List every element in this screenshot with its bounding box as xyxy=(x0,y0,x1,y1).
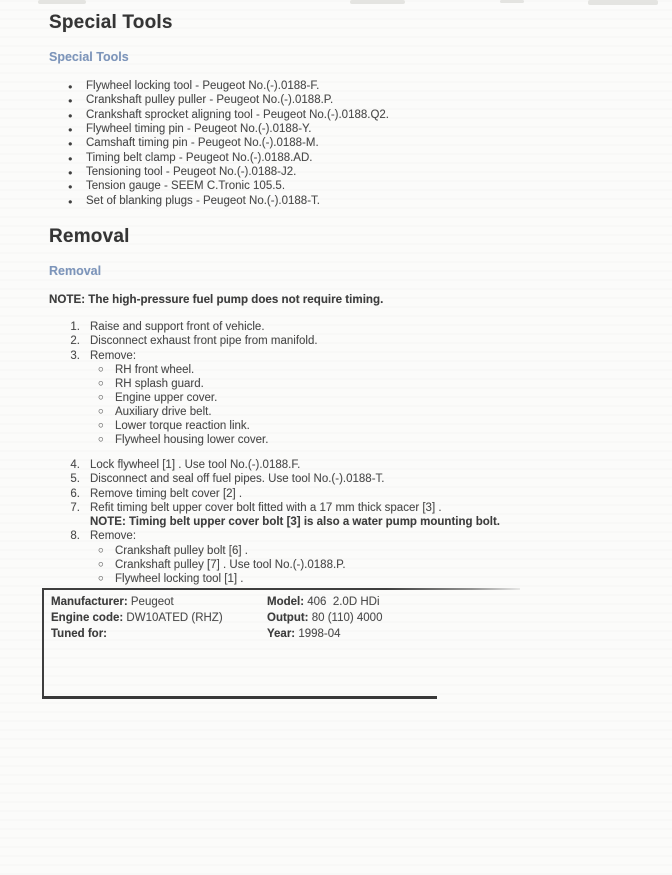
scan-smudge xyxy=(38,0,86,4)
step-row: 4. Lock flywheel [1] . Use tool No.(-).0188.F. xyxy=(70,459,301,471)
step-row: 8. Remove: xyxy=(70,530,137,543)
scan-smudge xyxy=(350,0,405,4)
step-row: 1. Raise and support front of vehicle. xyxy=(70,321,265,333)
step-row: 5. Disconnect and seal off fuel pipes. Use tool No.(-).0188-T. xyxy=(70,473,385,486)
step-row: 3. Remove: xyxy=(70,349,137,362)
special-tools-list xyxy=(62,79,502,208)
spec-row-engine-code: Engine code: DW10ATED (RHZ) xyxy=(51,612,223,625)
list-item: ● Crankshaft pulley puller - Peugeot No.(-).0188.P. xyxy=(62,93,502,107)
step-row: 6. Remove timing belt cover [2] . xyxy=(70,487,243,500)
list-item: ○ Flywheel housing lower cover. xyxy=(62,433,582,447)
note-water-pump-bolt: NOTE: Timing belt upper cover bolt [3] is also a water pump mounting bolt. xyxy=(90,516,500,529)
section-subtitle-special-tools: Special Tools xyxy=(49,50,129,64)
list-item: ○ RH splash guard. xyxy=(62,377,582,391)
spec-row-manufacturer: Manufacturer: Peugeot xyxy=(51,596,174,608)
list-item: ○ Auxiliary drive belt. xyxy=(62,405,582,419)
list-item: ○ Lower torque reaction link. xyxy=(62,419,582,433)
spec-box-bottom-border xyxy=(42,696,437,699)
list-item: ● Crankshaft sprocket aligning tool - Peugeot No.(-).0188.Q2. xyxy=(62,108,502,122)
spec-row-tuned-for: Tuned for: xyxy=(51,628,107,641)
list-item: ○ RH front wheel. xyxy=(62,363,582,377)
note-fuel-pump: NOTE: The high-pressure fuel pump does not require timing. xyxy=(49,293,384,306)
step-row: 7. Refit timing belt upper cover bolt fitted with a 17 mm thick spacer [3] . xyxy=(70,501,442,514)
section-title-removal: Removal xyxy=(49,226,130,247)
spec-table-left-column xyxy=(51,594,223,643)
spec-row-model: Model: 406 2.0D HDi xyxy=(267,596,380,608)
spec-row-output: Output: 80 (110) 4000 xyxy=(267,612,383,625)
spec-box-left-border xyxy=(42,588,44,698)
list-item: ○ Crankshaft pulley bolt [6] . xyxy=(62,544,582,558)
list-item: ● Flywheel timing pin - Peugeot No.(-).0188-Y. xyxy=(62,122,502,136)
list-item: ● Timing belt clamp - Peugeot No.(-).0188.AD. xyxy=(62,151,502,165)
spec-table-right-column xyxy=(267,594,382,643)
section-title-special-tools: Special Tools xyxy=(49,12,173,33)
list-item: ● Set of blanking plugs - Peugeot No.(-).0188-T. xyxy=(62,194,502,208)
remove-sublist-2 xyxy=(62,544,582,586)
list-item: ○ Crankshaft pulley [7] . Use tool No.(-).0188.P. xyxy=(62,558,582,572)
scan-smudge xyxy=(588,0,658,5)
removal-steps-1-3 xyxy=(62,320,582,447)
removal-steps-4-8 xyxy=(62,458,582,586)
scan-smudge xyxy=(500,0,524,3)
remove-sublist xyxy=(62,363,582,448)
list-item: ● Flywheel locking tool - Peugeot No.(-).0188-F. xyxy=(62,79,502,93)
spec-row-year: Year: 1998-04 xyxy=(267,628,341,641)
list-item: ● Camshaft timing pin - Peugeot No.(-).0188-M. xyxy=(62,136,502,150)
list-item: ○ Flywheel locking tool [1] . xyxy=(62,572,582,586)
list-item: ○ Engine upper cover. xyxy=(62,391,582,405)
spec-box-top-border xyxy=(42,588,520,590)
step-row: 2. Disconnect exhaust front pipe from manifold. xyxy=(70,335,318,348)
list-item: ● Tensioning tool - Peugeot No.(-).0188-J2. xyxy=(62,165,502,179)
section-subtitle-removal: Removal xyxy=(49,264,102,278)
list-item: ● Tension gauge - SEEM C.Tronic 105.5. xyxy=(62,179,502,193)
